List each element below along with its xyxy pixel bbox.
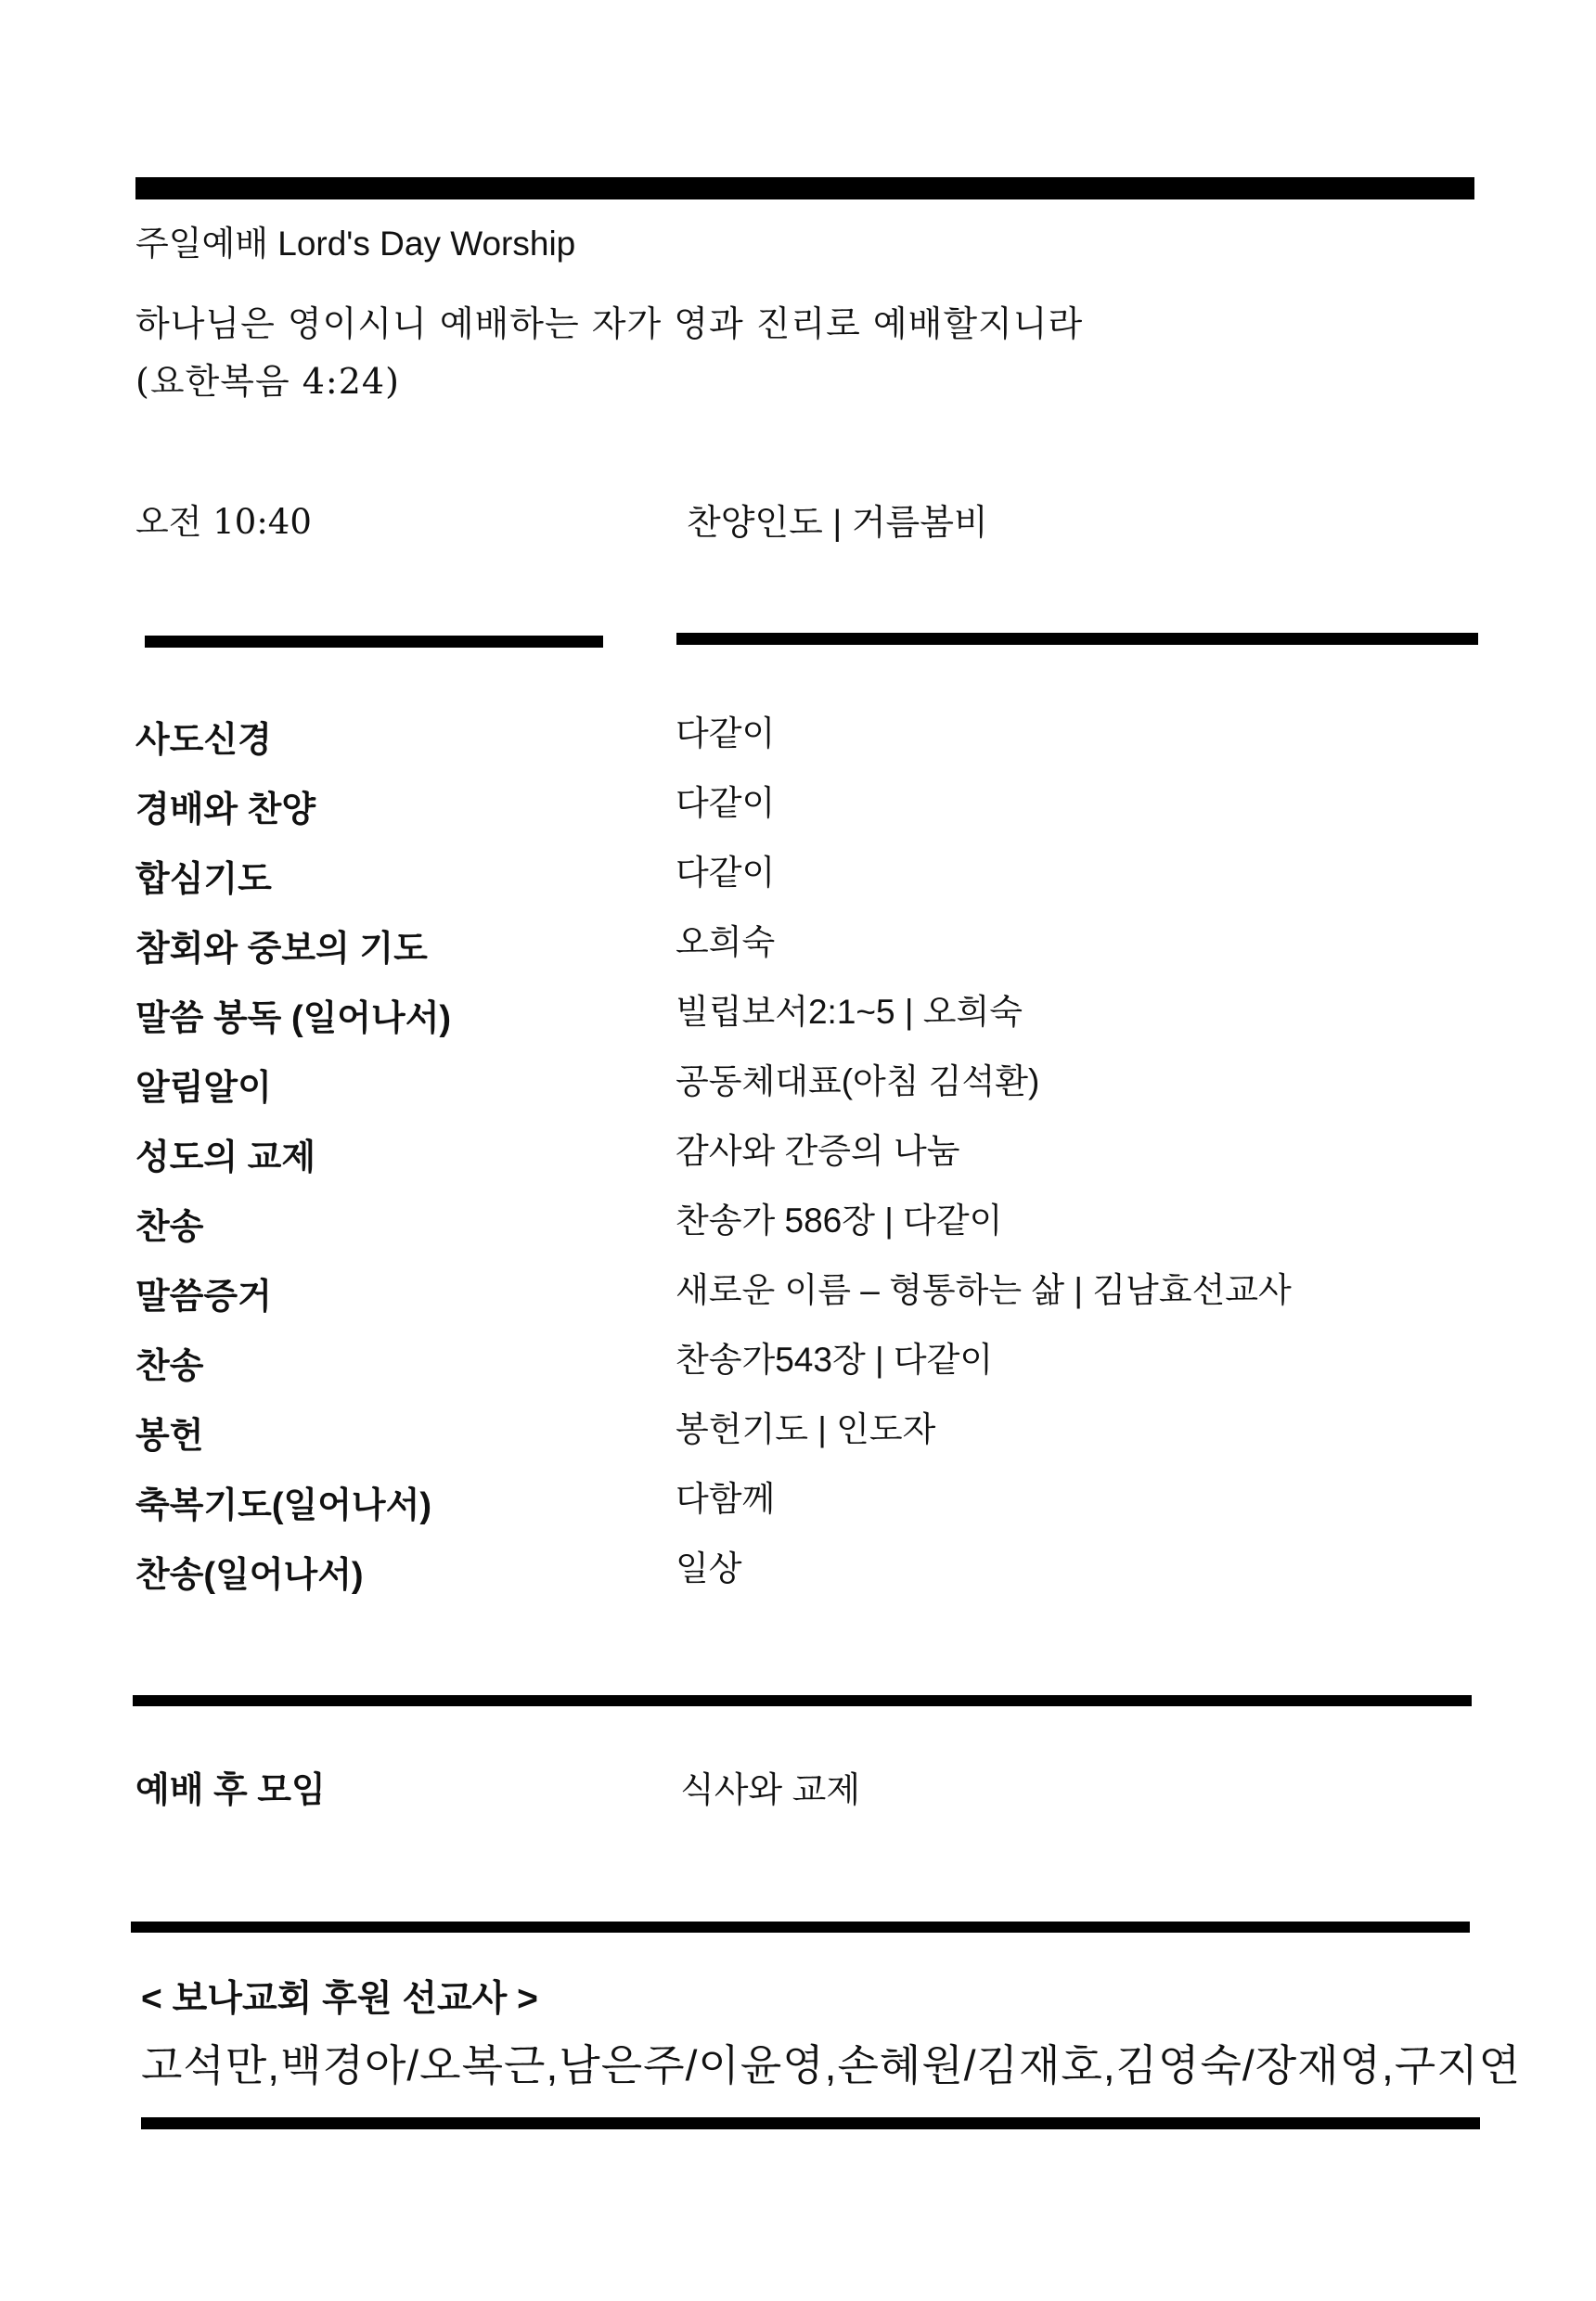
order-item: 성도의 교제 [135,1138,316,1177]
order-row [0,850,1596,919]
support-top-rule [131,1922,1470,1933]
order-detail: 감사와 간증의 나눔 [676,1132,960,1170]
order-item: 찬송 [135,1347,204,1386]
order-detail: 일상 [676,1549,742,1588]
order-item: 알림알이 [135,1069,272,1108]
order-row [0,780,1596,849]
order-item: 찬송(일어나서) [135,1556,364,1595]
order-item: 봉헌 [135,1417,204,1456]
praise-leader: 찬양인도 | 거름봄비 [687,504,988,543]
order-item: 합심기도 [135,860,272,899]
after-worship-label: 예배 후 모임 [135,1771,326,1810]
order-detail: 다같이 [676,854,776,892]
order-row [0,1546,1596,1614]
support-bottom-rule [141,2117,1480,2129]
order-item: 경배와 찬양 [135,791,316,829]
order-bottom-rule [133,1695,1472,1706]
order-row [0,1128,1596,1197]
order-detail: 새로운 이름 – 형통하는 삶 | 김남효선교사 [676,1271,1292,1309]
missionary-list: 고석만,백경아/오복근,남은주/이윤영,손혜원/김재호,김영숙/장재영,구지연 [141,2041,1522,2089]
order-detail: 다함께 [676,1480,776,1518]
order-row [0,711,1596,779]
order-row [0,1337,1596,1406]
scripture-verse [135,295,1083,410]
order-item: 참회와 중보의 기도 [135,930,428,969]
service-time: 오전 10:40 [135,502,312,542]
order-item: 말씀증거 [135,1278,272,1317]
order-item: 사도신경 [135,721,272,760]
order-detail: 빌립보서2:1~5 | 오희숙 [676,993,1023,1031]
order-item: 찬송 [135,1208,204,1247]
support-heading: < 보나교회 후원 선교사 > [141,1979,538,2019]
order-row [0,1198,1596,1266]
right-divider [676,633,1478,645]
after-worship-value: 식사와 교제 [680,1771,861,1810]
top-rule [135,177,1474,199]
order-detail: 찬송가543장 | 다같이 [676,1341,994,1379]
order-item: 축복기도(일어나서) [135,1486,431,1525]
order-row [0,1059,1596,1127]
order-detail: 오희숙 [676,923,776,961]
order-row [0,1407,1596,1475]
verse-reference: (요한복음 4:24) [135,361,400,402]
order-detail: 봉헌기도 | 인도자 [676,1410,936,1448]
order-detail: 다같이 [676,784,776,822]
order-detail: 공동체대표(아침 김석환) [676,1062,1040,1100]
order-row [0,919,1596,988]
order-detail: 찬송가 586장 | 다같이 [676,1202,1003,1240]
page-title: 주일예배 Lord's Day Worship [135,225,576,263]
order-detail: 다같이 [676,714,776,752]
order-row [0,1476,1596,1545]
verse-text: 하나님은 영이시니 예배하는 자가 영과 진리로 예배할지니라 [135,303,1084,344]
order-row [0,989,1596,1058]
order-item: 말씀 봉독 (일어나서) [135,999,452,1038]
order-row [0,1267,1596,1336]
left-divider [145,636,603,648]
